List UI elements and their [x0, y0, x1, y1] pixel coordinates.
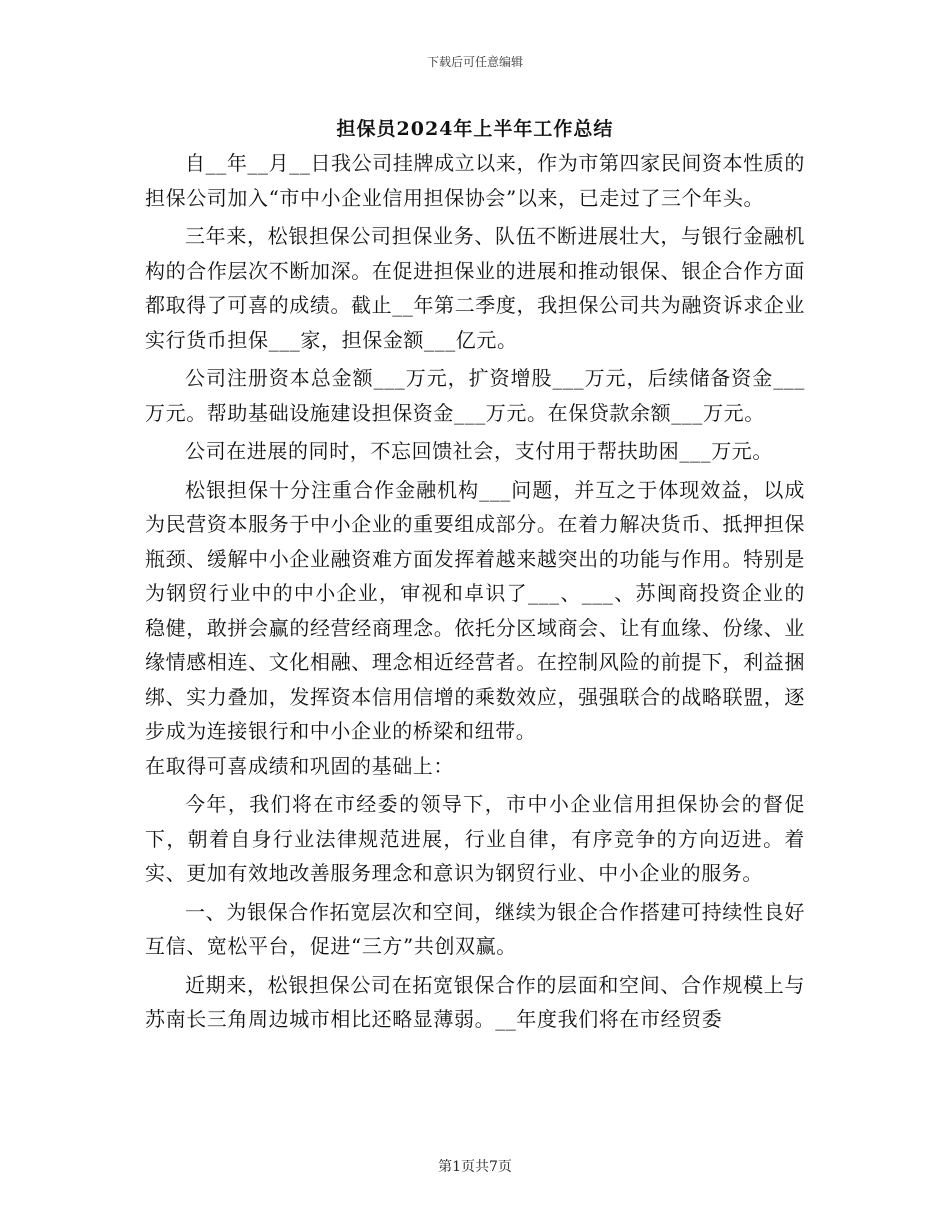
- paragraph-3: 公司注册资本总金额___万元，扩资增股___万元，后续储备资金___万元。帮助基础设施建设担保资金___万元。在保贷款余额___万元。: [145, 366, 805, 425]
- header-note: 下载后可任意编辑: [426, 55, 523, 69]
- paragraph-5: 松银担保十分注重合作金融机构___问题，并互之于体现效益，以成为民营资本服务于中小企业的重要组成部分。在着力解决货币、抵押担保瓶颈、缓解中小企业融资难方面发挥着越来越突出的功能与作用。特别是为钢贸行业中的中小企业，审视和卓识了___、___、苏闽商投资企业的稳健，敢拼会赢的经营经商理念。依托分区域商会、让有血缘、份缘、业缘情感相连、文化相融、理念相近经营者。在控制风险的前提下，利益捆绑、实力叠加，发挥资本信用信增的乘数效应，强强联合的战略联盟，逐步成为连接银行和中小企业的桥梁和纽带。: [145, 477, 805, 743]
- paragraph-8: 一、为银保合作拓宽层次和空间，继续为银企合作搭建可持续性良好互信、宽松平台，促进“三方”共创双赢。: [145, 899, 805, 958]
- paragraph-6: 在取得可喜成绩和巩固的基础上：: [145, 753, 454, 778]
- paragraph-2: 三年来，松银担保公司担保业务、队伍不断进展壮大，与银行金融机构的合作层次不断加深。在促进担保业的进展和推动银保、银企合作方面都取得了可喜的成绩。截止__年第二季度，我担保公司共为融资诉求企业实行货币担保___家，担保金额___亿元。: [145, 224, 805, 352]
- paragraph-9: 近期来，松银担保公司在拓宽银保合作的层面和空间、合作规模上与苏南长三角周边城市相比还略显薄弱。__年度我们将在市经贸委: [145, 972, 805, 1031]
- paragraph-4: 公司在进展的同时，不忘回馈社会，支付用于帮扶助困___万元。: [185, 439, 773, 463]
- document-title: 担保员2024年上半年工作总结: [336, 118, 614, 140]
- document-body: [145, 146, 805, 1041]
- paragraph-7: 今年，我们将在市经委的领导下，市中小企业信用担保协会的督促下，朝着自身行业法律规范进展，行业自律，有序竞争的方向迈进。着实、更加有效地改善服务理念和意识为钢贸行业、中小企业的服务。: [145, 792, 805, 885]
- paragraph-1: 自__年__月__日我公司挂牌成立以来，作为市第四家民间资本性质的担保公司加入“市中小企业信用担保协会”以来，已走过了三个年头。: [145, 151, 805, 210]
- page-number: 第1页共7页: [438, 1159, 512, 1175]
